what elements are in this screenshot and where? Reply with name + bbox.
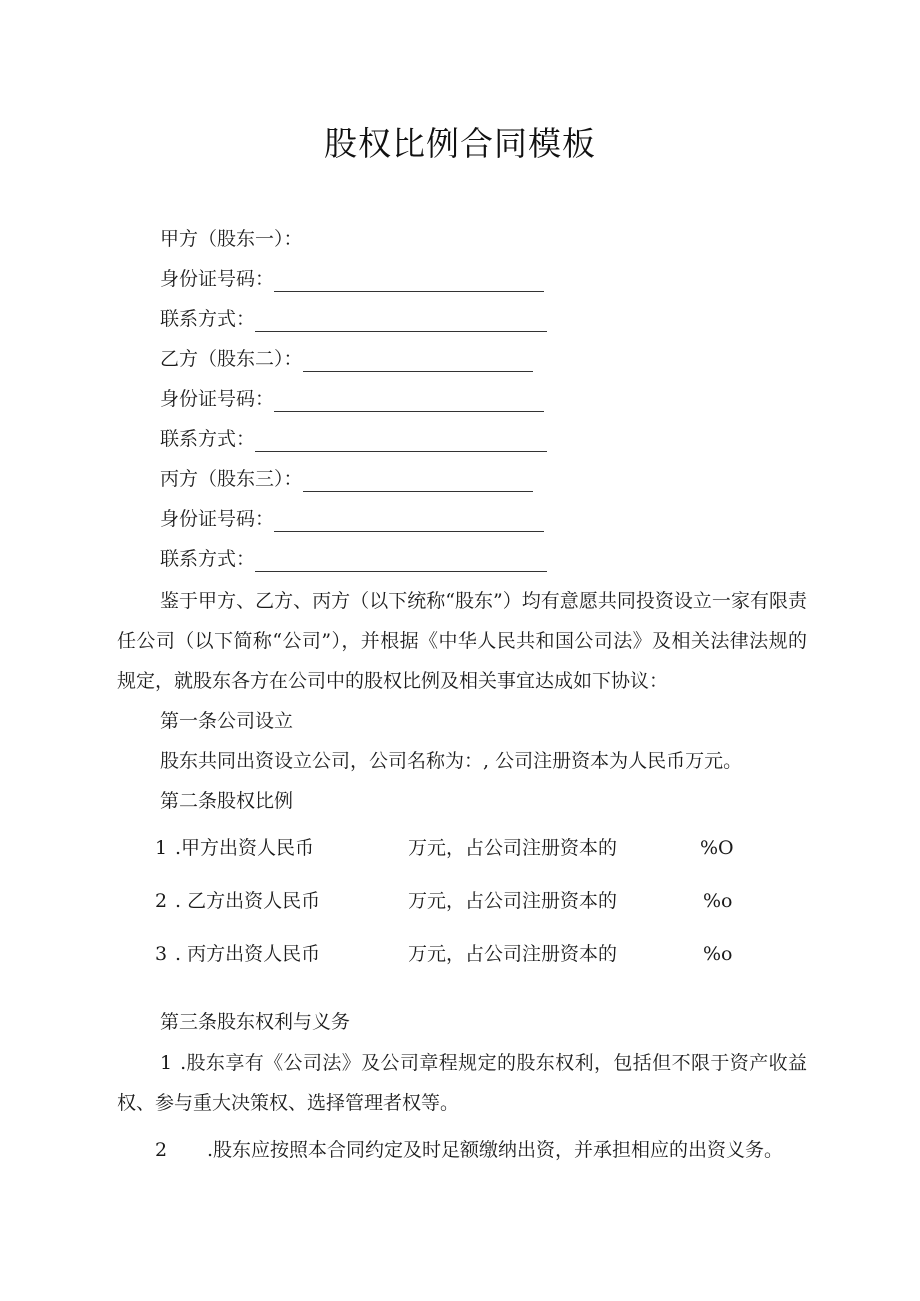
party-b-id-row [160, 386, 544, 412]
party-a-contact-field[interactable] [255, 315, 547, 332]
clause-3-2-number: 2 [155, 1139, 168, 1161]
party-b-contact-label: 联系方式： [160, 428, 256, 450]
clause-2-3-end: %o [703, 943, 733, 965]
party-b-id-label: 身份证号码： [160, 388, 275, 410]
article-2-title: 第二条股权比例 [160, 790, 294, 812]
party-c-label: 丙方（股东三）： [160, 468, 303, 490]
clause-3-1 [117, 1043, 807, 1123]
party-b-row [160, 346, 533, 372]
party-a-id-row [160, 266, 544, 292]
party-c-row [160, 466, 533, 492]
party-a-id-label: 身份证号码： [160, 268, 275, 290]
party-b-id-field[interactable] [274, 395, 544, 412]
party-a-id-field[interactable] [274, 275, 544, 292]
article-3-title: 第三条股东权利与义务 [160, 1011, 351, 1033]
party-c-id-row [160, 506, 544, 532]
clause-2-1-end: %O [700, 837, 734, 859]
clause-2-2-end: %o [703, 890, 733, 912]
party-a-contact-row [160, 306, 547, 332]
party-b-contact-row [160, 426, 547, 452]
party-a-contact-label: 联系方式： [160, 308, 256, 330]
clause-3-1-text: .股东享有《公司法》及公司章程规定的股东权利，包括但不限于资产收益权、参与重大决策权、选择管理者权等。 [117, 1052, 807, 1114]
clause-2-1-number: 1 [155, 837, 168, 859]
clause-2-3-mid: 万元，占公司注册资本的 [408, 943, 618, 965]
party-a-label: 甲方（股东一）： [160, 228, 303, 250]
article-1-title: 第一条公司设立 [160, 710, 294, 732]
party-b-name-field[interactable] [303, 355, 533, 372]
preamble-paragraph [117, 581, 807, 701]
party-c-contact-row [160, 546, 547, 572]
party-c-name-field[interactable] [303, 475, 533, 492]
article-1-text: 股东共同出资设立公司，公司名称为：, 公司注册资本为人民币万元。 [160, 750, 743, 772]
party-c-id-label: 身份证号码： [160, 508, 275, 530]
clause-2-1-text: .甲方出资人民币 [175, 837, 315, 859]
clause-2-2-mid: 万元，占公司注册资本的 [408, 890, 618, 912]
preamble-text: 鉴于甲方、乙方、丙方（以下统称“股东”）均有意愿共同投资设立一家有限责任公司（以下简称“公司”），并根据《中华人民共和国公司法》及相关法律法规的规定，就股东各方在公司中的股权比例及相关事宜达成如下协议： [117, 590, 807, 692]
party-c-contact-label: 联系方式： [160, 548, 256, 570]
party-c-contact-field[interactable] [255, 555, 547, 572]
clause-3-1-number: 1 [160, 1052, 173, 1074]
clause-2-1-mid: 万元，占公司注册资本的 [408, 837, 618, 859]
party-b-contact-field[interactable] [255, 435, 547, 452]
clause-2-3-text: . 丙方出资人民币 [175, 943, 321, 965]
clause-3-2-text: .股东应按照本合同约定及时足额缴纳出资，并承担相应的出资义务。 [207, 1139, 784, 1161]
clause-2-2-number: 2 [155, 890, 168, 912]
document-title: 股权比例合同模板 [324, 124, 596, 163]
clause-2-3-number: 3 [155, 943, 168, 965]
party-c-id-field[interactable] [274, 515, 544, 532]
party-b-label: 乙方（股东二）： [160, 348, 303, 370]
clause-2-2-text: . 乙方出资人民币 [175, 890, 321, 912]
party-a-row [160, 226, 303, 252]
